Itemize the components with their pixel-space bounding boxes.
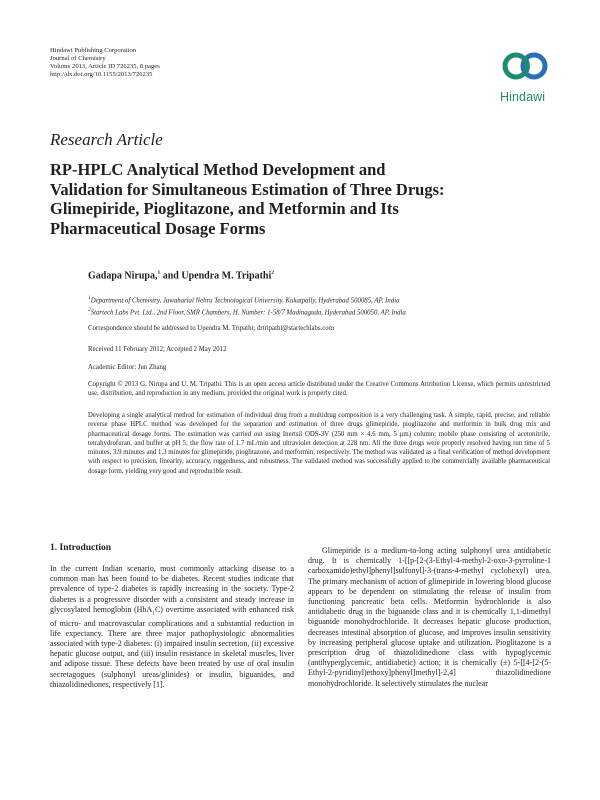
- logo-text: Hindawi: [500, 90, 546, 104]
- article-title: [50, 160, 520, 238]
- intro-paragraph-part: In the current Indian scenario, most commonly attacking disease to a common man has been found to be diabetes. Recent studies indicate that prevalence of type-2 diabetes is rapidly increasing in the society. Type-2 diabetes is a progressive disorder with a consistent and steady increase in glycosylated hemoglobin (HbA: [50, 564, 294, 614]
- copyright-notice: Copyright © 2013 G. Nirupa and U. M. Tripathi. This is an open access article distributed under the Creative Commons Attribution License, which permits unrestricted use, distribution, and reproduction in any medium, provided the original work is properly cited.: [88, 381, 550, 398]
- academic-editor: Academic Editor: Jun Zhang: [88, 364, 167, 371]
- affiliation: [88, 294, 400, 305]
- affiliation-number: 1: [88, 295, 91, 301]
- publisher-logo: [496, 44, 560, 106]
- publisher-name: Hindawi Publishing Corporation: [50, 47, 137, 54]
- author-joiner: and: [160, 270, 182, 282]
- doi-link[interactable]: http://dx.doi.org/10.1155/2013/726235: [50, 71, 153, 78]
- section-heading: 1. Introduction: [50, 543, 112, 553]
- received-dates: Received 11 February 2012; Accepted 2 May 2012: [88, 346, 227, 353]
- title-line: Validation for Simultaneous Estimation of Three Drugs:: [50, 179, 445, 199]
- affiliation: [88, 306, 406, 317]
- volume-info: Volume 2013, Article ID 726235, 8 pages: [50, 63, 160, 70]
- affiliation-text: Department of Chemistry, Jawaharlal Nehru Technological University, Kukatpally, Hyderabad 500085, AP, India: [90, 297, 400, 305]
- title-line: Glimepiride, Pioglitazone, and Metformin and Its: [50, 199, 399, 218]
- author-affiliation-mark: 1: [157, 270, 161, 276]
- subscript: 1: [152, 610, 155, 617]
- hindawi-logo-icon: [496, 44, 560, 90]
- title-line: RP-HPLC Analytical Method Development and: [50, 160, 386, 179]
- author-affiliation-mark: 2: [271, 270, 275, 276]
- publication-info: [50, 47, 160, 79]
- article-type: Research Article: [50, 130, 163, 149]
- intro-right-column: Glimepiride is a medium-to-long acting sulphonyl urea antidiabetic drug. It is chemically 1-[[p-[2-(3-Ethyl-4-methyl-2-oxo-3-pyrroline-1 carboxamido)ethyl]phenyl]sulfonyl]-3-(trans-4-methyl cyclohexyl) urea. The primary mechanism of action of glimepiride in lowering blood glucose appears to be dependent on stimulating the release of insulin from functioning pancreatic beta cells. Metformin hydrochloride is also antidiabetic drug in the biguanide class and it is chemically 1,1-dimethyl biguanide monohydrochloride. It decreases hepatic glucose production, decreases intestinal absorption of glucose, and improves insulin sensitivity by increasing peripheral glucose uptake and utilization. Pioglitazone is a prescription drug of thiazolidinedione class with hypoglycemic (antihyperglycemic, antidiabetic) action; it is chemically (±) 5-[[4-[2-(5-Ethyl-2-pyridinyl)ethoxy]phenyl]methyl]-2,4] thiazolidinedione monohydrochloride. It selectively stimulates the nuclear: [308, 546, 551, 688]
- affiliation-text: Startech Labs Pvt. Ltd., 2nd Floor, SMR Chambers, H. Number: 1-58/7 Madinaguda, Hyderabad 500050, AP, India: [90, 309, 406, 317]
- author-name: Gadapa Nirupa,: [88, 270, 158, 282]
- journal-name: Journal of Chemistry: [50, 55, 106, 62]
- affiliation-number: 2: [88, 307, 91, 313]
- intro-paragraph-part: C) overtime associated with enhanced risk of micro- and macrovascular complications and a substantial reduction in life expectancy. There are three major pathophysiologic abnormalities associated with type-2 diabetes: (i) impaired insulin secretion, (ii) excessive hepatic glucose output, and (iii) insulin resistance in skeletal muscles, liver and adipose tissue. These defects have been treated by use of oral insulin secretagogues (sulphonyl ureas/glinides) or insulin, biguanides, and thiazolidinediones, respectively [1].: [50, 604, 295, 689]
- correspondence: Correspondence should be addressed to Upendra M. Tripathi; drtripathi@startechlabs.com: [88, 325, 334, 332]
- abstract: Developing a single analytical method for estimation of individual drug from a multidrug composition is a very challenging task. A simple, rapid, precise, and reliable reverse phase HPLC method was developed for the separation and estimation of three drugs glimepiride, pioglitazone and metformin in bulk drug mix and pharmaceutical dosage forms. The estimation was carried out using Inertsil ODS-3V (250 mm × 4.6 mm, 5 μm) column; mobile phase consisting of acetonitrile, tetrahydrofuran, and buffer at pH 5; the flow rate of 1.7 mL/min and ultraviolet detection at 228 nm. All the three drugs were properly resolved having run time of 5 minutes, 3.9 minutes and 1.3 minutes for glimepiride, pioglitazone, and metformin, respectively. The method was validated as a final verification of method development with respect to precision, linearity, accuracy, ruggedness, and robustness. The validated method was successfully applied to the commercially available pharmaceutical dosage form, yielding very good and reproducible result.: [88, 412, 550, 475]
- intro-left-column: [50, 564, 294, 690]
- author-name: Upendra M. Tripathi: [181, 270, 272, 282]
- title-line: Pharmaceutical Dosage Forms: [50, 218, 266, 238]
- author-list: [88, 270, 274, 281]
